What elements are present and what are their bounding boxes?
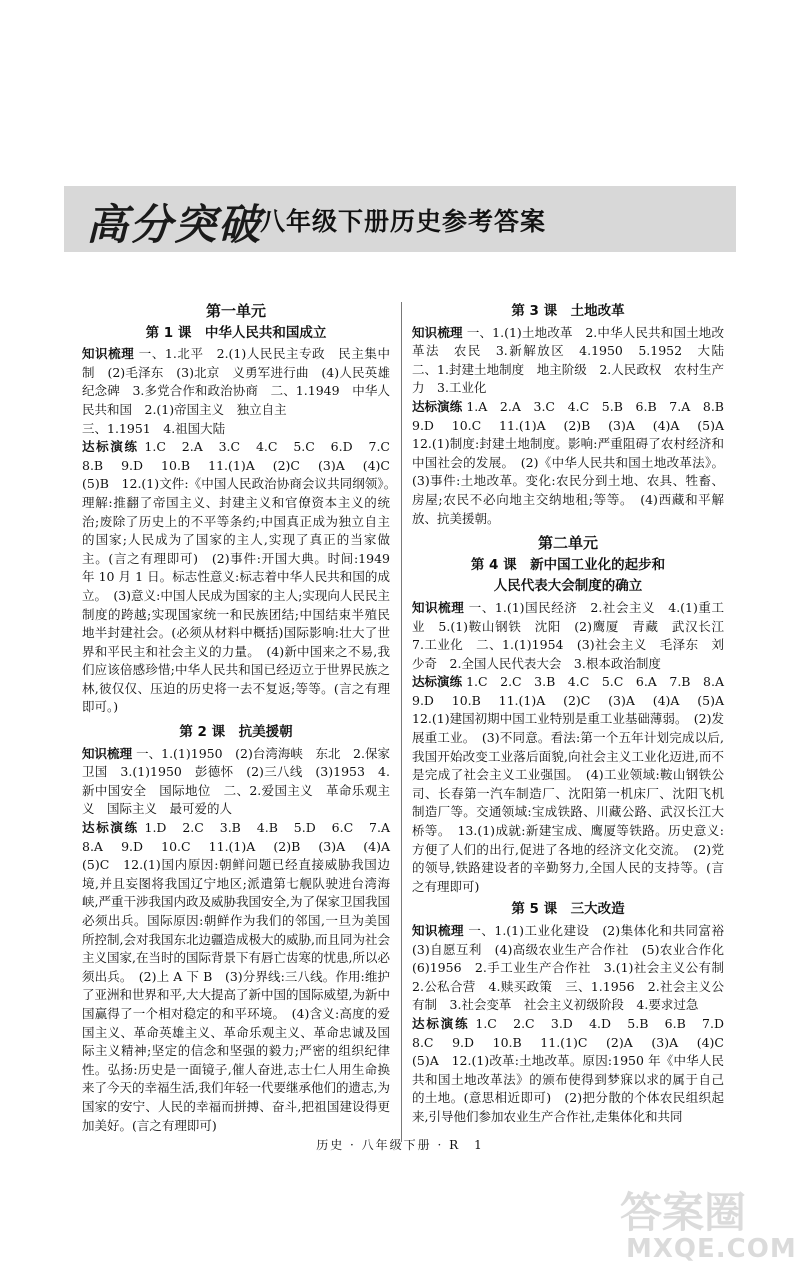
section-label: 达标演练 (412, 398, 463, 414)
answer-text: 一、1.北平 2.(1)人民民主专政 民主集中制 (2)毛泽东 (3)北京 义勇军进行曲 (4)人民英雄纪念碑 3.多党合作和政治协商 二、1.1949 中华人民共和国 2.(1)帝国主义 独立自主 (82, 346, 390, 417)
answer-text: 一、1.(1)1950 (2)台湾海峡 东北 2.保家卫国 3.(1)1950 彭德怀 (2)三八线 (3)1953 4.新中国安全 国际地位 二、2.爱国主义 革命乐观主义 国际主义 最可爱的人 (82, 745, 390, 817)
answer-paragraph (412, 922, 737, 1015)
lesson-title: 第 4 课 新中国工业化的起步和 (470, 556, 666, 573)
answer-paragraph (412, 599, 737, 673)
section-label: 达标演练 (412, 674, 463, 690)
section-label: 知识梳理 (412, 599, 465, 615)
unit-title: 第二单元 (537, 534, 598, 553)
section-label: 知识梳理 (82, 745, 133, 761)
lesson-title: 第 1 课 中华人民共和国成立 (145, 324, 327, 341)
lesson-title: 第 2 课 抗美援朝 (179, 724, 293, 741)
answer-paragraph (82, 819, 403, 1135)
section-label: 知识梳理 (82, 346, 135, 362)
answer-paragraph (82, 420, 390, 439)
section-label: 达标演练 (82, 439, 139, 455)
watermark-text: 答案圈 (620, 1188, 747, 1237)
answer-text: 1.C 2.C 3.D 4.D 5.B 6.B 7.D 8.C 9.D 10.B 11.(1)C (2)A (3)A (4)C (5)A 12.(1)改革:土地改革。原因:1950 年《中华人民共和国土地改革法》的颁布使得到梦寐以求的属于自己的土地。(意思相近即可) (2)把分散的个体农民组织起来,引导他们参加农业生产合作社,走集体化和共同 (412, 1015, 737, 1124)
column-divider (401, 302, 402, 1142)
unit-title: 第一单元 (205, 302, 266, 320)
answer-text: 一、1.(1)土地改革 2.中华人民共和国土地改革法 农民 3.新解放区 4.1950 5.1952 大陆 二、1.封建土地制度 地主阶级 2.人民政权 农村生产力 3.工业化 (412, 324, 737, 396)
answer-text: 1.C 2.C 3.B 4.C 5.C 6.A 7.B 8.A 9.D 10.B 11.(1)A (2)C (3)A (4)A (5)A 12.(1)建国初期中国工业特别是重工业基础薄弱。 (2)发展重工业。 (3)不同意。看法:第一个五年计划完成以后,我国开始改变工业落后面貌,向社会主义工业化迈进,而不是完成了社会主义工业强国。 (4)工业领域:鞍山钢铁公司、长春第一汽车制造厂、沈阳第一机床厂、沈阳飞机制造厂等。交通领域:宝成铁路、川藏公路、武汉长江大桥等。 13.(1)成就:新建宝成、鹰厦等铁路。历史意义:方便了人们的出行,促进了各地的经济文化交流。 (2)党的领导,铁路建设者的辛勤努力,全国人民的支持等。(言之有理即可) (412, 674, 737, 894)
section-label: 达标演练 (412, 1015, 470, 1031)
answer-text: 三、1.1951 4.祖国大陆 (82, 420, 226, 436)
document-title: 八年级下册历史参考答案 (260, 207, 547, 236)
answer-text: 一、1.(1)国民经济 2.社会主义 4.(1)重工业 5.(1)鞍山钢铁 沈阳 (2)鹰厦 青藏 武汉长江 7.工业化 二、1.(1)1954 (3)社会主义 毛泽东 刘少奇 2.全国人民代表大会 3.根本政治制度 (412, 599, 737, 671)
watermark-url: MXQE.COM (626, 1234, 797, 1264)
answer-text: 1.A 2.A 3.C 4.C 5.B 6.B 7.A 8.B 9.D 10.C 11.(1)A (2)B (3)A (4)A (5)A 12.(1)制度:封建土地制度。影响:严重阻碍了农村经济和中国社会的发展。 (2)《中华人民共和国土地改革法》。(3)事件:土地改革。变化:农民分到土地、农具、牲畜、房屋;农民不必向地主交纳地租;等等。 (4)西藏和平解放、抗美援朝。 (412, 398, 737, 526)
watermark-logo (612, 1180, 797, 1272)
header-banner (64, 186, 736, 252)
section-label: 达标演练 (82, 820, 139, 836)
section-label: 知识梳理 (412, 324, 463, 340)
brand-logo: 高分突破 (86, 200, 263, 249)
answer-paragraph (82, 745, 390, 819)
answer-text: 1.D 2.C 3.B 4.B 5.D 6.C 7.A 8.A 9.D 10.C 11.(1)A (2)B (3)A (4)A (5)C 12.(1)国内原因:朝鲜问题已经直接威胁我国边境,并且妄图将我国辽宁地区;派遣第七舰队驶进台湾海峡,严重干涉我国内政及威胁我国安全,为了保家卫国我国必须出兵。国际原因:朝鲜作为我们的邻国,一旦为美国所控制,会对我国东北边疆造成极大的威胁,而且同为社会主义国家,在当时的国际背景下有唇亡齿寒的忧患,所以必须出兵。 (2)上 A 下 B (3)分界线:三八线。作用:维护了亚洲和世界和平,大大提高了新中国的国际威望,为新中国赢得了一个相对稳定的和平环境。 (4)含义:高度的爱国主义、革命英雄主义、革命乐观主义、革命忠诚及国际主义精神;坚定的信念和坚强的毅力;严密的组织纪律性。弘扬:历史是一面镜子,催人奋进,志士仁人用生命换来了今天的幸福生活,我们年轻一代要继承他们的遗志,为国家的安宁、人民的幸福而拼搏、奋斗,把祖国建设得更加美好。(言之有理即可) (82, 820, 403, 1133)
answer-text: 一、1.(1)工业化建设 (2)集体化和共同富裕 (3)自愿互利 (4)高级农业生产合作社 (5)农业合作化 (6)1956 2.手工业生产合作社 3.(1)社会主义公有制 2.公私合营 4.赎买政策 三、1.1956 2.社会主义公有制 3.社会变革 社会主义初级阶段 4.要求过急 (412, 923, 737, 1013)
answer-paragraph (412, 673, 737, 896)
answer-paragraph (412, 324, 737, 398)
answer-paragraph (412, 1015, 737, 1127)
answer-text: 1.C 2.A 3.C 4.C 5.C 6.D 7.C 8.B 9.D 10.B 11.(1)A (2)C (3)A (4)C (5)B 12.(1)文件:《中国人民政治协商会议共同纲领》。 理解:推翻了帝国主义、封建主义和官僚资本主义的统治;废除了历史上的不平等条约;中国真正成为独立自主的国家;人民成为了国家的主人,实现了真正的当家做主。(言之有理即可) (2)事件:开国大典。时间:1949 年 10 月 1 日。标志性意义:标志着中华人民共和国的成立。 (3)意义:中国人民成为国家的主人;实现向人民民主制度的跨越;实现国家统一和民族团结;中国结束半殖民地半封建社会。(必须从材料中概括)国际影响:壮大了世界和平民主和社会主义的力量。 (4)新中国来之不易,我们应该倍感珍惜;中华人民共和国已经迈立于世界民族之林,彼仅仅、压迫的历史将一去不复返;等等。(言之有理即可。) (82, 439, 403, 715)
right-column (412, 300, 737, 1127)
page-footer: 历史 · 八年级下册 · R 1 (316, 1138, 484, 1152)
lesson-title: 第 3 课 土地改革 (511, 303, 625, 319)
lesson-title: 人民代表大会制度的确立 (493, 578, 643, 595)
answer-paragraph (412, 398, 737, 528)
answer-paragraph (82, 345, 390, 419)
left-column (82, 300, 403, 1135)
lesson-title: 第 5 课 三大改造 (511, 901, 625, 918)
section-label: 知识梳理 (412, 923, 464, 938)
answer-paragraph (82, 438, 403, 717)
